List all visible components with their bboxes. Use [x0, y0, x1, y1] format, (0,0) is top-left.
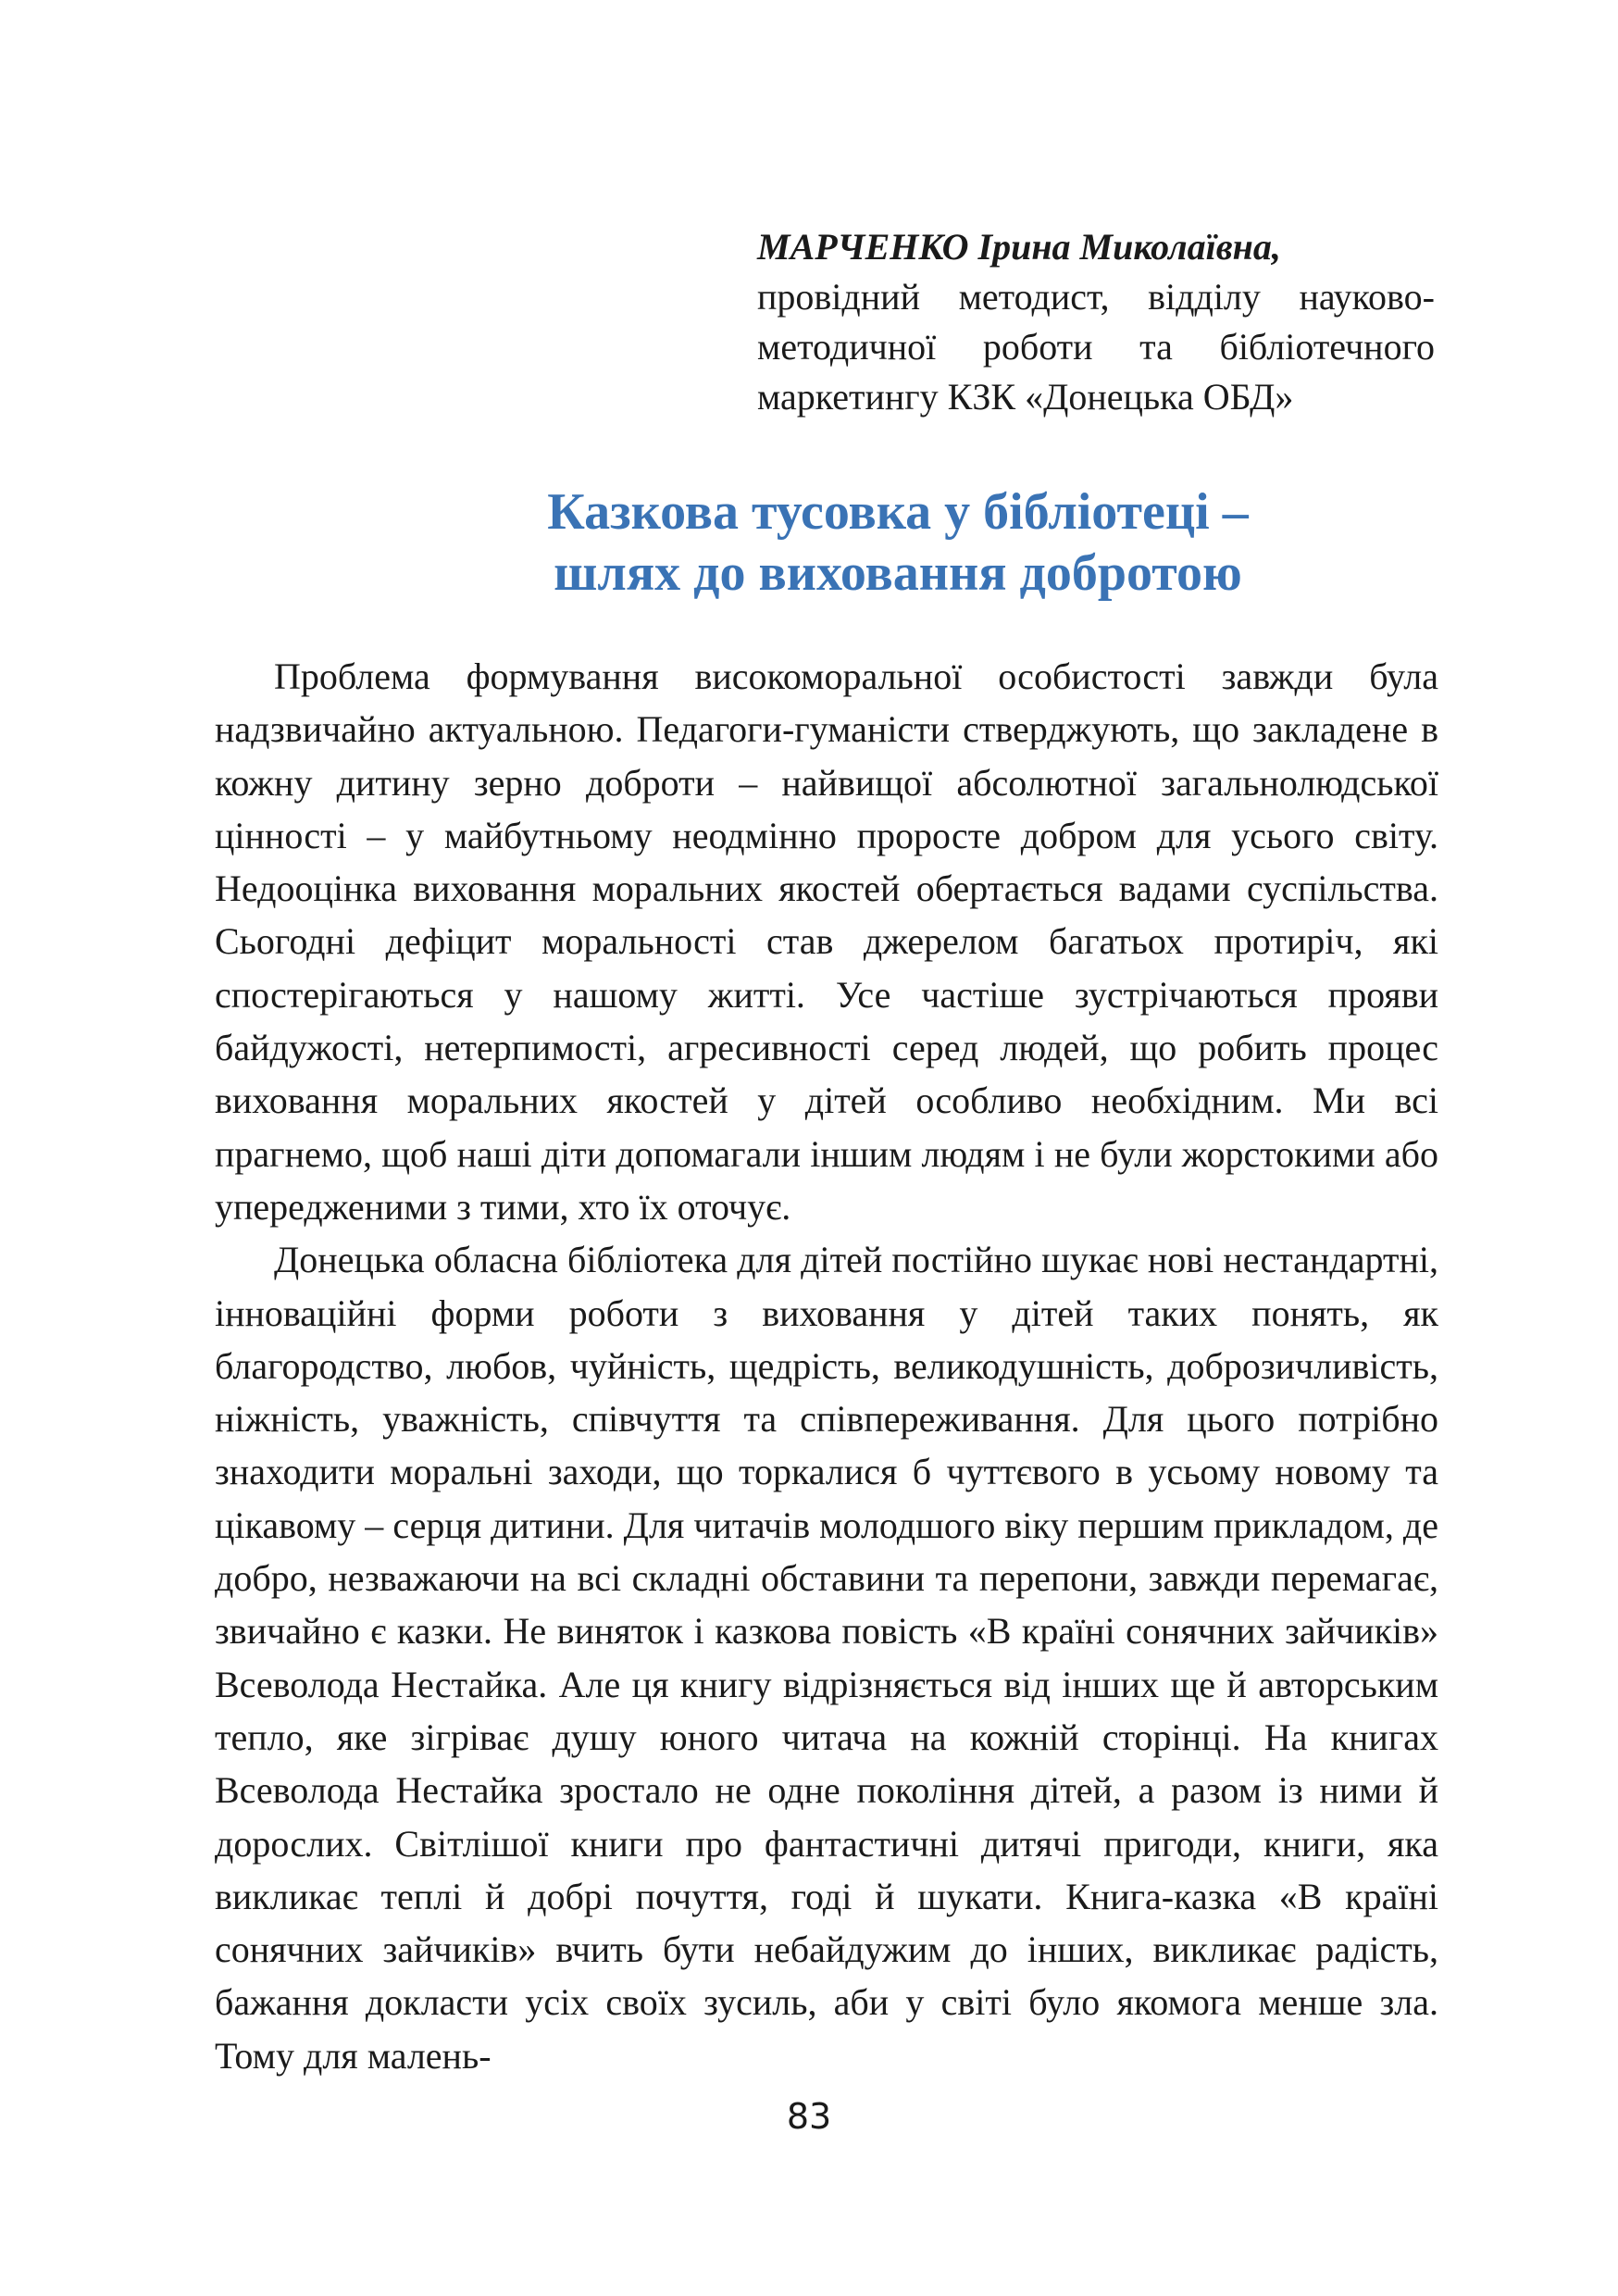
article-title-line-2: шлях до виховання добротою	[554, 544, 1242, 602]
article-title	[389, 481, 1407, 604]
article-body	[215, 650, 1438, 2082]
paragraph-1: Проблема формування високоморальної особистості завжди була надзвичайно актуальною. Педагоги-гуманісти стверджують, що закладене в кожну дитину зерно доброти – найвищої абсолютної загальнолюдської цінності – у майбутньому неодмінно проросте добром для усього світу. Недооцінка виховання моральних якостей обертається вадами суспільства. Сьогодні дефіцит моральності став джерелом багатьох протиріч, які спостерігаються у нашому житті. Усе частіше зустрічаються прояви байдужості, нетерпимості, агресивності серед людей, що робить процес виховання моральних якостей у дітей особливо необхідним. Ми всі прагнемо, щоб наші діти допомагали іншим людям і не були жорстокими або упередженими з тими, хто їх оточує.	[215, 655, 1438, 1228]
paragraph-2: Донецька обласна бібліотека для дітей постійно шукає нові нестандартні, інноваційні форми роботи з виховання у дітей таких понять, як благородство, любов, чуйність, щедрість, великодушність, доброзичливість, ніжність, уважність, співчуття та співпереживання. Для цього потрібно знаходити моральні заходи, що торкалися б чуттєвого в усьому новому та цікавому – серця дитини. Для читачів молодшого віку першим прикладом, де добро, незважаючи на всі складні обставини та перепони, завжди перемагає, звичайно є казки. Не виняток і казкова повість «В країні сонячних зайчиків» Всеволода Нестайка. Але ця книгу відрізняється від інших ще й авторським тепло, яке зігріває душу юного читача на кожній сторінці. На книгах Всеволода Нестайка зростало не одне покоління дітей, а разом із ними й дорослих. Світлішої книги про фантастичні дитячі пригоди, книги, яка викликає теплі й добрі почуття, годі й шукати. Книга-казка «В країні сонячних зайчиків» вчить бути небайдужим до інших, викликає радість, бажання докласти усіх своїх зусиль, аби у світі було якомога менше зла. Тому для малень-	[215, 1239, 1438, 2077]
article-title-line-1: Казкова тусовка у бібліотеці –	[547, 483, 1249, 541]
author-block	[757, 222, 1435, 422]
author-affiliation: провідний методист, відділу науково-методичної роботи та бібліотечного маркетингу КЗК «Донецька ОБД»	[757, 276, 1435, 418]
author-name: МАРЧЕНКО Ірина Миколаївна,	[757, 226, 1281, 268]
page-number: 83	[786, 2096, 832, 2137]
